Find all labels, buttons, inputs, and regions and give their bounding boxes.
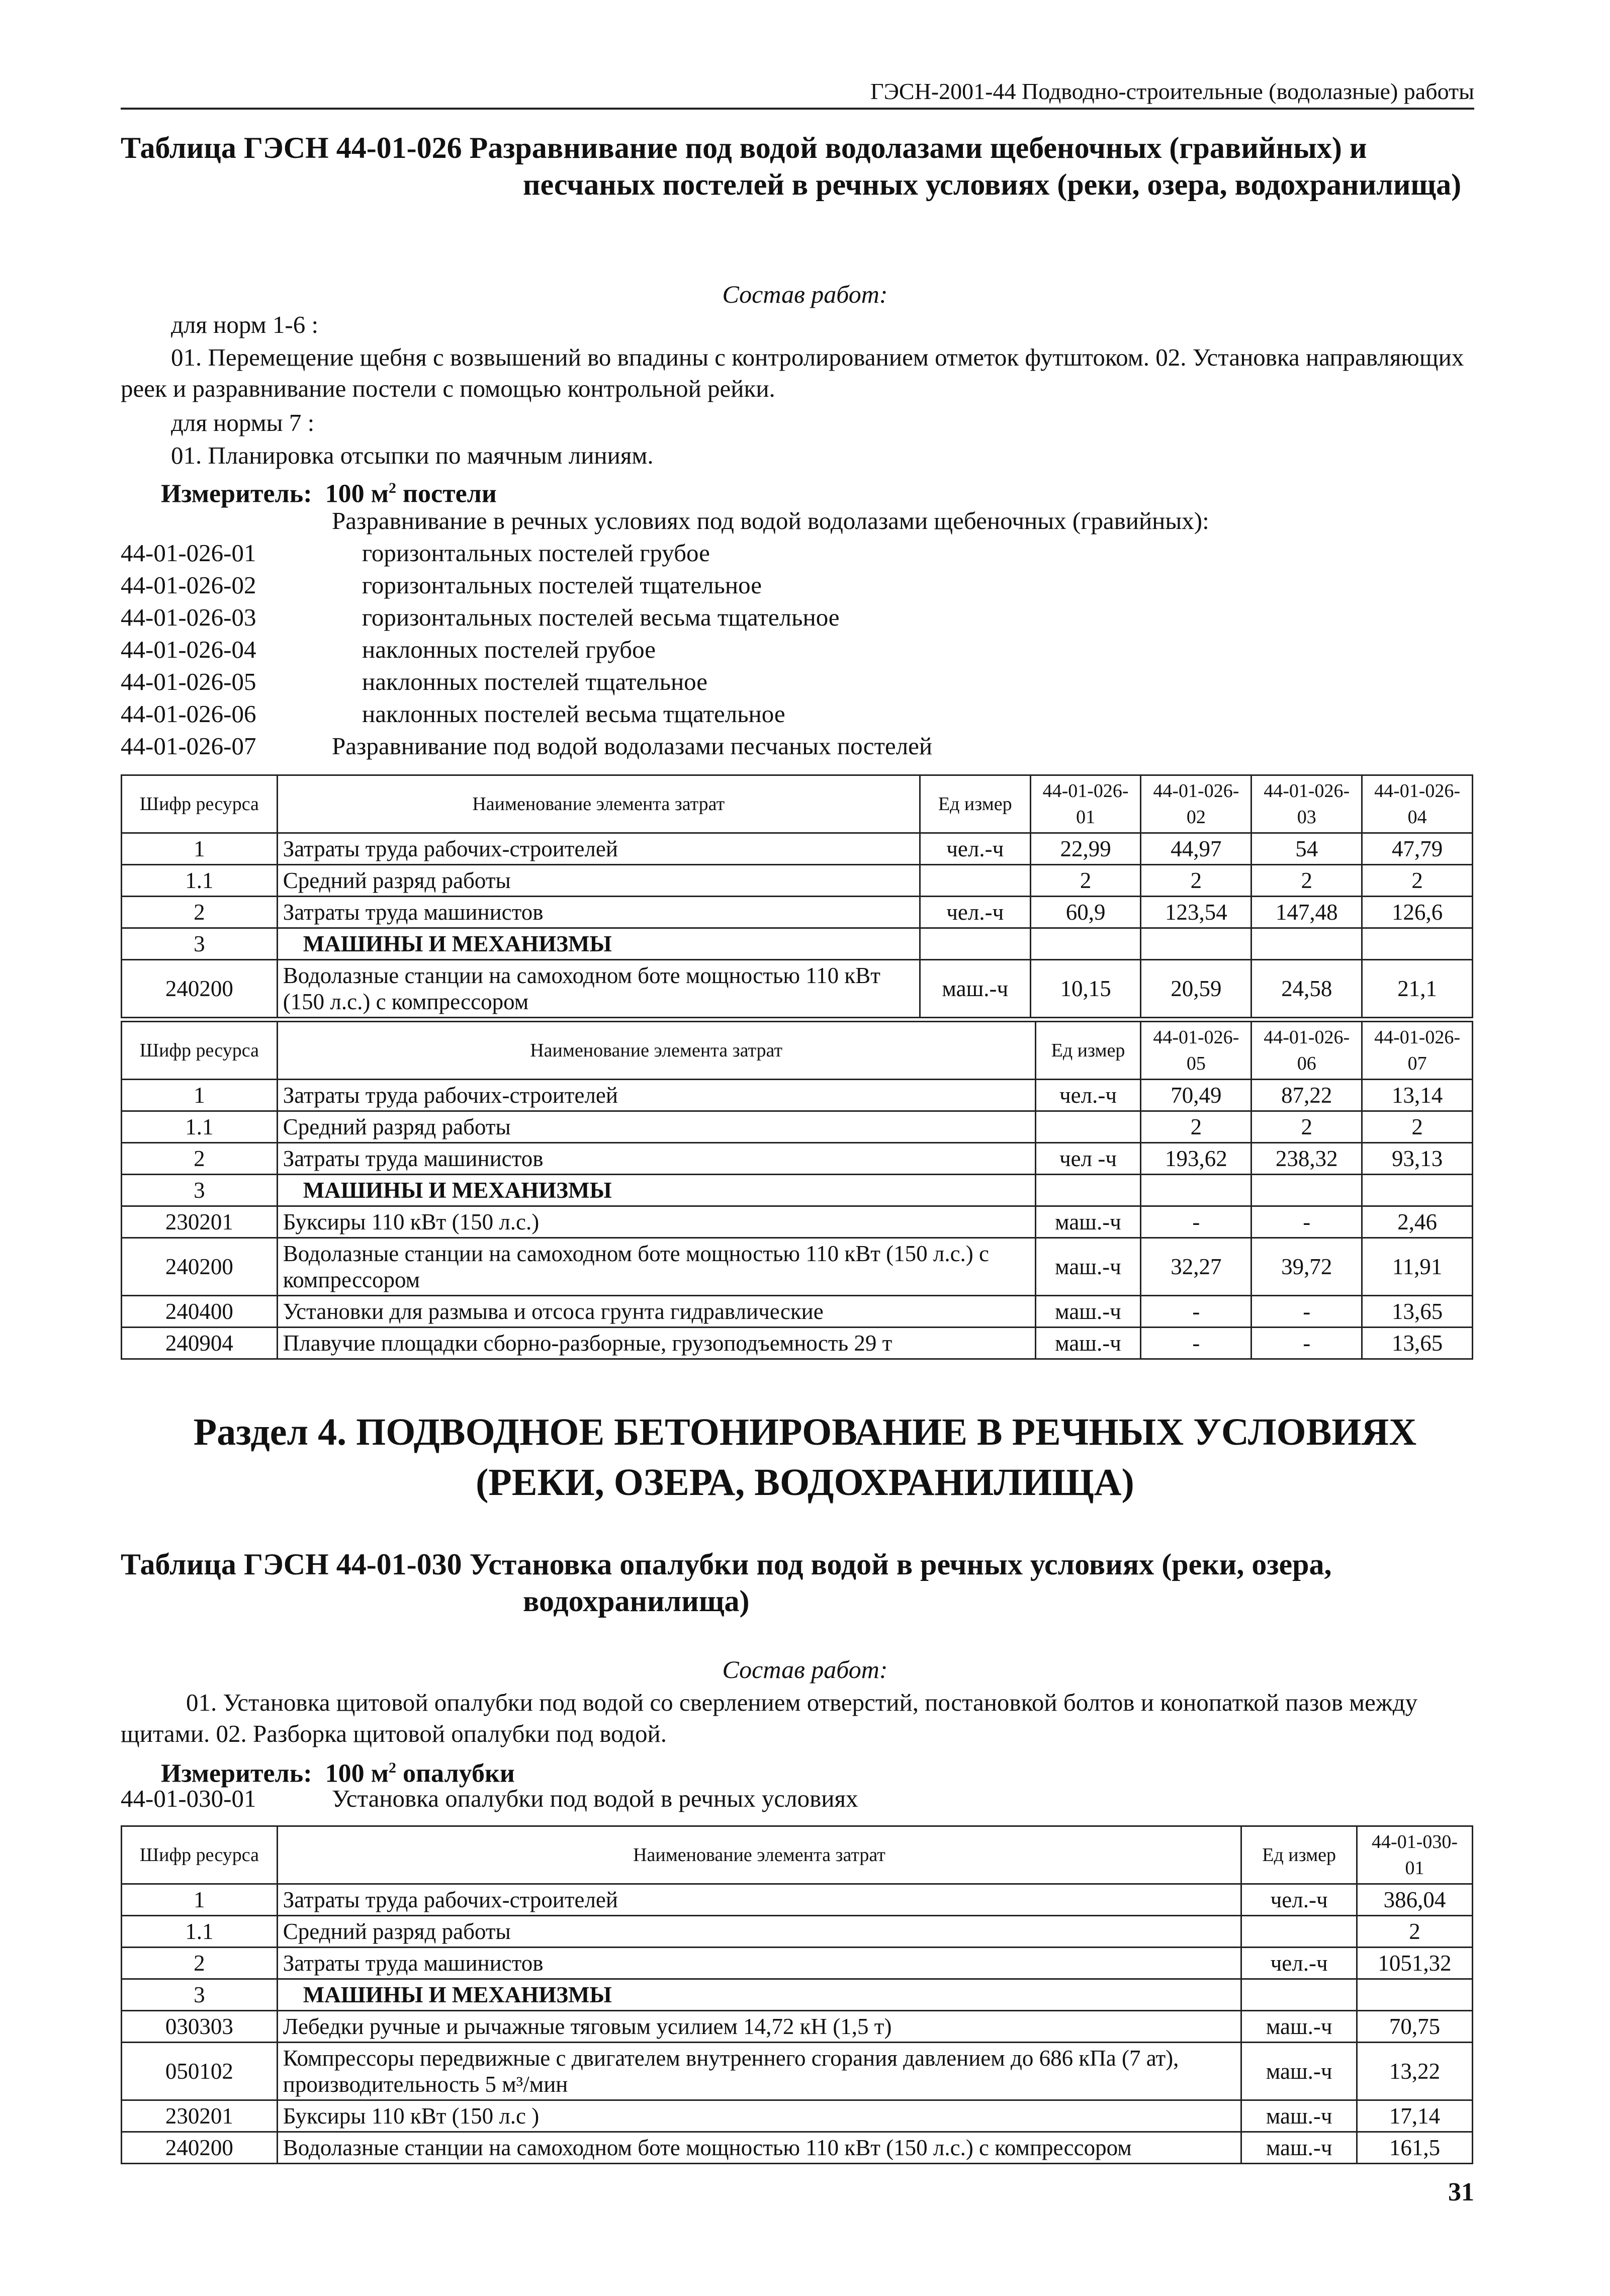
table-row [122, 2132, 1473, 2164]
cell-name: Затраты труда рабочих-строителей [277, 1884, 1241, 1916]
resource-table-2 [121, 1021, 1473, 1360]
meter-label: Измеритель: [161, 479, 312, 508]
cell-value: 13,22 [1357, 2043, 1473, 2100]
list-item [121, 1783, 1478, 1815]
table-row [122, 928, 1473, 960]
cell-cipher: 2 [122, 1948, 278, 1979]
cell-value: 47,79 [1362, 833, 1473, 865]
cell-value: 2 [1362, 1111, 1473, 1143]
cell-value: 17,14 [1357, 2100, 1473, 2132]
norms-scope-label: для нормы 7 : [171, 409, 315, 436]
cell-value: 2 [1251, 865, 1362, 897]
cell-value: - [1141, 1328, 1251, 1359]
table-row [122, 1238, 1473, 1296]
cell-cipher: 3 [122, 1979, 278, 2011]
cell-cipher: 2 [122, 897, 278, 928]
cell-value: 238,32 [1251, 1143, 1362, 1175]
cell-value: - [1251, 1296, 1362, 1328]
meter-unit: постели [403, 479, 497, 508]
col-header-norm: 44-01-026-05 [1141, 1022, 1251, 1080]
cell-name: Плавучие площадки сборно-разборные, грузоподъемность 29 т [277, 1328, 1035, 1359]
cell-value: - [1251, 1328, 1362, 1359]
list-item [121, 537, 1478, 569]
norm-code: 44-01-026-04 [121, 636, 256, 663]
list-item [121, 601, 1478, 634]
table-row [122, 865, 1473, 897]
meter-unit: опалубки [403, 1759, 515, 1788]
cell-unit [920, 865, 1030, 897]
cell-name: Затраты труда машинистов [277, 1143, 1035, 1175]
col-header-norm: 44-01-030-01 [1357, 1826, 1473, 1884]
table-header-row [122, 1022, 1473, 1080]
cell-value [1251, 928, 1362, 960]
cell-value: 21,1 [1362, 960, 1473, 1018]
cell-name: Установки для размыва и отсоса грунта гидравлические [277, 1296, 1035, 1328]
composition-label: Состав работ: [722, 1655, 888, 1684]
col-header-unit: Ед измер [1035, 1022, 1141, 1080]
cell-value: 10,15 [1030, 960, 1141, 1018]
table-title-text: Разравнивание под водой водолазами щебеночных (гравийных) и песчаных постелей в речных условиях (реки, озера, водохранилища) [469, 131, 1462, 201]
norm-code: 44-01-026-05 [121, 668, 256, 695]
cell-cipher: 240400 [122, 1296, 278, 1328]
table-row [122, 1979, 1473, 2011]
norm-code: 44-01-026-07 [121, 732, 256, 760]
cell-value: 54 [1251, 833, 1362, 865]
cell-value: 2 [1141, 1111, 1251, 1143]
cell-unit: маш.-ч [1035, 1206, 1141, 1238]
cell-value: 123,54 [1141, 897, 1251, 928]
cell-value: 87,22 [1251, 1080, 1362, 1111]
cell-value: 2 [1030, 865, 1141, 897]
cell-name: МАШИНЫ И МЕХАНИЗМЫ [277, 1175, 1035, 1206]
cell-name: Затраты труда рабочих-строителей [277, 1080, 1035, 1111]
cell-unit: маш.-ч [920, 960, 1030, 1018]
cell-unit: маш.-ч [1035, 1238, 1141, 1296]
col-header-norm: 44-01-026-01 [1030, 775, 1141, 833]
cell-value: 60,9 [1030, 897, 1141, 928]
table-row [122, 1296, 1473, 1328]
cell-value: 11,91 [1362, 1238, 1473, 1296]
meter-sup: 2 [389, 480, 397, 496]
table-row [122, 1175, 1473, 1206]
norm-code: 44-01-026-03 [121, 603, 256, 631]
cell-value: - [1251, 1206, 1362, 1238]
col-header-norm: 44-01-026-03 [1251, 775, 1362, 833]
works-description: 01. Установка щитовой опалубки под водой со сверлением отверстий, постановкой болтов и конопаткой пазов между щитами. 02. Разборка щитовой опалубки под водой. [121, 1689, 1418, 1747]
cell-value: 2 [1362, 865, 1473, 897]
cell-value: 13,65 [1362, 1328, 1473, 1359]
cell-name: МАШИНЫ И МЕХАНИЗМЫ [277, 928, 920, 960]
cell-value: 20,59 [1141, 960, 1251, 1018]
cell-name: Буксиры 110 кВт (150 л.с.) [277, 1206, 1035, 1238]
cell-value: 126,6 [1362, 897, 1473, 928]
meter-line [161, 473, 497, 509]
norm-description: горизонтальных постелей грубое [362, 539, 710, 567]
cell-name: Средний разряд работы [277, 1111, 1035, 1143]
cell-value [1362, 1175, 1473, 1206]
cell-value: 93,13 [1362, 1143, 1473, 1175]
cell-unit [1035, 1111, 1141, 1143]
cell-unit: чел.-ч [920, 833, 1030, 865]
cell-value: 32,27 [1141, 1238, 1251, 1296]
meter-value: 100 м [325, 1759, 389, 1788]
table-row [122, 1080, 1473, 1111]
table-title-text: Установка опалубки под водой в речных условиях (реки, озера, водохранилища) [469, 1548, 1332, 1618]
norm-code: 44-01-026-02 [121, 571, 256, 599]
list-item [121, 634, 1478, 666]
norms-scope-label: для норм 1-6 : [171, 311, 319, 338]
cell-cipher: 240200 [122, 2132, 278, 2164]
list-item [121, 698, 1478, 730]
composition-label: Состав работ: [722, 280, 888, 308]
cell-unit [1035, 1175, 1141, 1206]
cell-value [1357, 1979, 1473, 2011]
cell-value [1141, 1175, 1251, 1206]
cell-cipher: 240200 [122, 960, 278, 1018]
cell-value: 13,65 [1362, 1296, 1473, 1328]
running-head: ГЭСН-2001-44 Подводно-строительные (водолазные) работы [121, 75, 1474, 110]
table-row [122, 1884, 1473, 1916]
meter-value: 100 м [325, 479, 389, 508]
cell-name: Затраты труда машинистов [277, 897, 920, 928]
resource-table-3 [121, 1825, 1473, 2164]
cell-unit: маш.-ч [1241, 2132, 1357, 2164]
cell-unit: маш.-ч [1035, 1328, 1141, 1359]
cell-value [1251, 1175, 1362, 1206]
cell-name: Средний разряд работы [277, 865, 920, 897]
cell-cipher: 3 [122, 1175, 278, 1206]
norm-description: горизонтальных постелей тщательное [362, 571, 762, 599]
cell-unit: чел.-ч [1241, 1948, 1357, 1979]
norm-description: наклонных постелей весьма тщательное [362, 700, 785, 728]
col-header-unit: Ед измер [920, 775, 1030, 833]
cell-value: 147,48 [1251, 897, 1362, 928]
cell-unit [920, 928, 1030, 960]
cell-unit [1241, 1979, 1357, 2011]
cell-name: Водолазные станции на самоходном боте мощностью 110 кВт (150 л.с.) с компрессором [277, 1238, 1035, 1296]
cell-value: 70,75 [1357, 2011, 1473, 2043]
table-row [122, 1111, 1473, 1143]
table-row [122, 2100, 1473, 2132]
col-header-name: Наименование элемента затрат [277, 1826, 1241, 1884]
cell-cipher: 050102 [122, 2043, 278, 2100]
resource-table-1 [121, 774, 1473, 1018]
cell-unit [1241, 1916, 1357, 1948]
list-item [121, 569, 1478, 601]
cell-value: 2 [1141, 865, 1251, 897]
table-title [121, 130, 1488, 203]
code-list [121, 537, 1478, 762]
cell-cipher: 1 [122, 1884, 278, 1916]
cell-value [1141, 928, 1251, 960]
cell-name: Лебедки ручные и рычажные тяговым усилием 14,72 кН (1,5 т) [277, 2011, 1241, 2043]
cell-cipher: 1.1 [122, 1111, 278, 1143]
norm-description: наклонных постелей тщательное [362, 668, 708, 695]
cell-name: Средний разряд работы [277, 1916, 1241, 1948]
cell-cipher: 240200 [122, 1238, 278, 1296]
table-row [122, 1948, 1473, 1979]
table-header-row [122, 775, 1473, 833]
cell-name: МАШИНЫ И МЕХАНИЗМЫ [277, 1979, 1241, 2011]
cell-name: Буксиры 110 кВт (150 л.с ) [277, 2100, 1241, 2132]
table-row [122, 833, 1473, 865]
meter-sup: 2 [389, 1759, 397, 1776]
cell-cipher: 1 [122, 833, 278, 865]
meter-label: Измеритель: [161, 1759, 312, 1788]
col-header-norm: 44-01-026-04 [1362, 775, 1473, 833]
cell-unit: чел -ч [1035, 1143, 1141, 1175]
cell-value: 44,97 [1141, 833, 1251, 865]
col-header-norm: 44-01-026-02 [1141, 775, 1251, 833]
cell-name: Затраты труда машинистов [277, 1948, 1241, 1979]
cell-value: 2,46 [1362, 1206, 1473, 1238]
section-title: Раздел 4. ПОДВОДНОЕ БЕТОНИРОВАНИЕ В РЕЧНЫХ УСЛОВИЯХ [193, 1411, 1417, 1453]
cell-cipher: 230201 [122, 2100, 278, 2132]
cell-value: 1051,32 [1357, 1948, 1473, 1979]
table-row [122, 2043, 1473, 2100]
cell-unit: маш.-ч [1035, 1296, 1141, 1328]
cell-cipher: 240904 [122, 1328, 278, 1359]
table-header-row [122, 1826, 1473, 1884]
table-title-label: Таблица ГЭСН 44-01-026 [121, 131, 462, 164]
page-number: 31 [1448, 2178, 1474, 2206]
cell-cipher: 030303 [122, 2011, 278, 2043]
cell-name: Компрессоры передвижные с двигателем внутреннего сгорания давлением до 686 кПа (7 ат), производительность 5 м³/мин [277, 2043, 1241, 2100]
norm-code: 44-01-030-01 [121, 1785, 256, 1812]
table-row [122, 1916, 1473, 1948]
list-item [121, 666, 1478, 698]
cell-unit: маш.-ч [1241, 2011, 1357, 2043]
col-header-norm: 44-01-026-06 [1251, 1022, 1362, 1080]
col-header-cipher: Шифр ресурса [122, 1022, 278, 1080]
table-title [121, 1546, 1488, 1620]
cell-name: Водолазные станции на самоходном боте мощностью 110 кВт (150 л.с.) с компрессором [277, 2132, 1241, 2164]
table-row [122, 897, 1473, 928]
works-description: 01. Планировка отсыпки по маячным линиям. [171, 441, 654, 469]
norm-description: Разравнивание под водой водолазами песчаных постелей [332, 732, 933, 760]
norm-description: наклонных постелей грубое [362, 636, 656, 663]
table-title-label: Таблица ГЭСН 44-01-030 [121, 1548, 462, 1581]
cell-unit: чел.-ч [920, 897, 1030, 928]
cell-cipher: 1.1 [122, 865, 278, 897]
table-row [122, 960, 1473, 1018]
cell-name: Водолазные станции на самоходном боте мощностью 110 кВт (150 л.с.) с компрессором [277, 960, 920, 1018]
cell-value: 22,99 [1030, 833, 1141, 865]
cell-unit: маш.-ч [1241, 2100, 1357, 2132]
section-title: (РЕКИ, ОЗЕРА, ВОДОХРАНИЛИЩА) [476, 1461, 1134, 1504]
cell-value: 39,72 [1251, 1238, 1362, 1296]
norm-description: горизонтальных постелей весьма тщательное [362, 603, 840, 631]
col-header-name: Наименование элемента затрат [277, 1022, 1035, 1080]
group-heading: Разравнивание в речных условиях под водой водолазами щебеночных (гравийных): [332, 507, 1209, 535]
cell-value: 161,5 [1357, 2132, 1473, 2164]
norm-code: 44-01-026-06 [121, 700, 256, 728]
cell-value [1030, 928, 1141, 960]
col-header-cipher: Шифр ресурса [122, 1826, 278, 1884]
cell-value: 193,62 [1141, 1143, 1251, 1175]
cell-value: 2 [1251, 1111, 1362, 1143]
cell-unit: чел.-ч [1241, 1884, 1357, 1916]
cell-value [1362, 928, 1473, 960]
norm-description: Установка опалубки под водой в речных условиях [332, 1785, 858, 1812]
norm-code: 44-01-026-01 [121, 539, 256, 567]
code-list [121, 1783, 1478, 1815]
col-header-norm: 44-01-026-07 [1362, 1022, 1473, 1080]
cell-cipher: 1 [122, 1080, 278, 1111]
col-header-unit: Ед измер [1241, 1826, 1357, 1884]
cell-cipher: 230201 [122, 1206, 278, 1238]
cell-value: - [1141, 1296, 1251, 1328]
cell-cipher: 2 [122, 1143, 278, 1175]
table-row [122, 1206, 1473, 1238]
table-row [122, 1143, 1473, 1175]
cell-cipher: 1.1 [122, 1916, 278, 1948]
cell-cipher: 3 [122, 928, 278, 960]
table-row [122, 2011, 1473, 2043]
cell-unit: чел.-ч [1035, 1080, 1141, 1111]
cell-value: 13,14 [1362, 1080, 1473, 1111]
col-header-cipher: Шифр ресурса [122, 775, 278, 833]
cell-value: 386,04 [1357, 1884, 1473, 1916]
cell-value: 70,49 [1141, 1080, 1251, 1111]
table-row [122, 1328, 1473, 1359]
cell-value: 2 [1357, 1916, 1473, 1948]
cell-name: Затраты труда рабочих-строителей [277, 833, 920, 865]
list-item [121, 730, 1478, 762]
cell-unit: маш.-ч [1241, 2043, 1357, 2100]
col-header-name: Наименование элемента затрат [277, 775, 920, 833]
cell-value: 24,58 [1251, 960, 1362, 1018]
works-description: 01. Перемещение щебня с возвышений во впадины с контролированием отметок футштоком. 02. Установка направляющих реек и разравнивание постели с помощью контрольной рейки. [121, 343, 1464, 402]
cell-value: - [1141, 1206, 1251, 1238]
